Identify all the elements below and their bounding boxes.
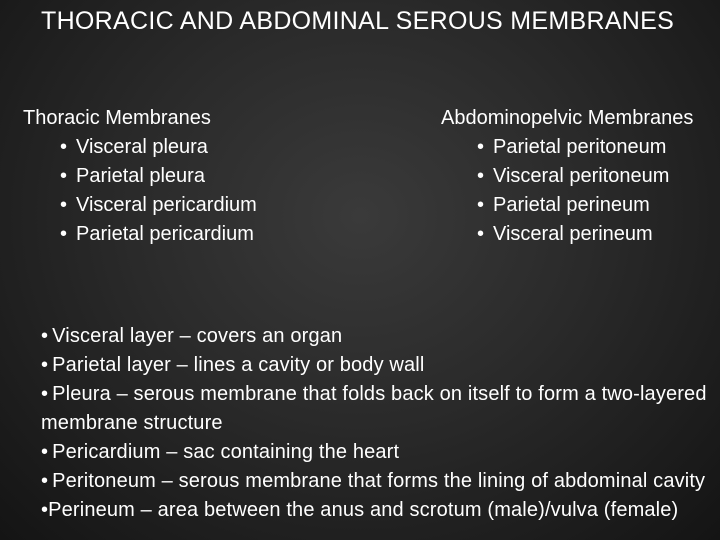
abdominopelvic-column — [441, 104, 693, 249]
definition-text: Pleura – serous membrane that folds back on itself to form a two-layered membrane structure — [41, 383, 707, 434]
abdominopelvic-list — [441, 133, 693, 249]
definition-item — [41, 322, 709, 351]
definition-item — [41, 467, 709, 496]
bullet: • — [41, 499, 49, 521]
slide-title: THORACIC AND ABDOMINAL SEROUS MEMBRANES — [41, 7, 675, 35]
definition-text: Peritoneum – serous membrane that forms the lining of abdominal cavity — [52, 470, 706, 492]
list-item: • Visceral peritoneum — [477, 162, 693, 191]
thoracic-heading: Thoracic Membranes — [23, 107, 211, 129]
definitions-list — [41, 322, 709, 525]
thoracic-column — [23, 104, 257, 249]
definition-text: Perineum – area between the anus and scrotum (male)/vulva (female) — [48, 499, 679, 521]
list-item: • Visceral perineum — [477, 220, 693, 249]
definition-item — [41, 380, 709, 438]
list-item: • Visceral pericardium — [60, 191, 257, 220]
definition-item — [41, 438, 709, 467]
list-item: • Parietal perineum — [477, 191, 693, 220]
bullet: • — [41, 441, 49, 463]
abdominopelvic-heading: Abdominopelvic Membranes — [441, 107, 694, 129]
definition-text: Pericardium – sac containing the heart — [52, 441, 400, 463]
list-item: • Parietal peritoneum — [477, 133, 693, 162]
bullet: • — [41, 354, 49, 376]
bullet: • — [41, 383, 49, 405]
list-item: • Parietal pericardium — [60, 220, 257, 249]
definition-text: Parietal layer – lines a cavity or body wall — [52, 354, 425, 376]
bullet: • — [41, 325, 49, 347]
bullet: • — [41, 470, 49, 492]
definition-item — [41, 496, 709, 525]
definition-item — [41, 351, 709, 380]
list-item: • Visceral pleura — [60, 133, 257, 162]
definition-text: Visceral layer – covers an organ — [52, 325, 343, 347]
thoracic-list — [23, 133, 257, 249]
list-item: • Parietal pleura — [60, 162, 257, 191]
